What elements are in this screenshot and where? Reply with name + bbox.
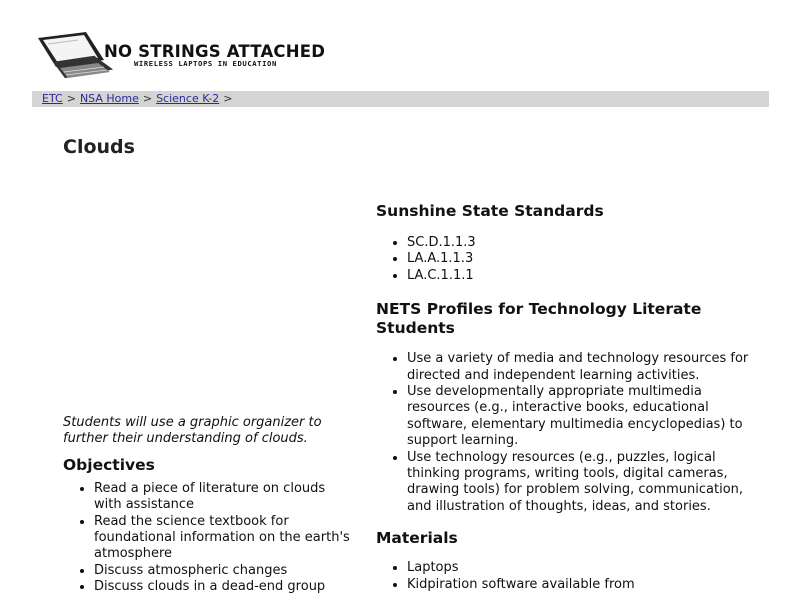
- breadcrumb: [32, 91, 769, 107]
- breadcrumb-link-nsa-home[interactable]: NSA Home: [79, 92, 139, 105]
- site-title: NO STRINGS ATTACHED: [104, 42, 326, 61]
- standards-list: [376, 235, 756, 284]
- material-item: • Laptops: [407, 560, 756, 576]
- objectives-list: [63, 481, 353, 596]
- nets-item: • Use technology resources (e.g., puzzles, logical thinking programs, writing tools, digital cameras, drawing tools) for problem solving, communication, and illustration of thoughts, ideas, and stories.: [407, 450, 756, 516]
- breadcrumb-separator: >: [66, 92, 76, 105]
- objective-item: • Read a piece of literature on clouds with assistance: [94, 481, 353, 514]
- nets-heading: NETS Profiles for Technology Literate Students: [376, 300, 702, 338]
- nets-item: • Use developmentally appropriate multimedia resources (e.g., interactive books, educational software, elementary multimedia encyclopedias) to support learning.: [407, 384, 756, 450]
- lesson-sidebar-column: [376, 202, 756, 593]
- breadcrumb-separator: >: [142, 92, 153, 105]
- material-item: • Kidpiration software available from: [407, 577, 756, 593]
- objective-item: • Discuss clouds in a dead-end group: [94, 579, 353, 595]
- breadcrumb-separator: >: [223, 92, 233, 105]
- breadcrumb-link-science-k2[interactable]: Science K-2: [156, 92, 220, 105]
- laptop-icon: [34, 30, 114, 90]
- lesson-summary: Students will use a graphic organizer to further their understanding of clouds.: [63, 415, 322, 447]
- objective-item: • Read the science textbook for foundational information on the earth's atmosphere: [94, 514, 353, 563]
- standards-heading: Sunshine State Standards: [376, 202, 604, 220]
- standard-item: • LA.A.1.1.3: [407, 251, 756, 267]
- nets-list: [376, 351, 756, 515]
- materials-heading: Materials: [376, 529, 458, 548]
- site-tagline: WIRELESS LAPTOPS IN EDUCATION: [134, 59, 277, 68]
- page-title: Clouds: [63, 136, 135, 158]
- breadcrumb-link-etc[interactable]: ETC: [42, 92, 63, 105]
- materials-list: [376, 560, 756, 593]
- standard-item: • LA.C.1.1.1: [407, 268, 756, 284]
- lesson-main-column: [63, 415, 353, 596]
- objectives-heading: Objectives: [63, 455, 155, 474]
- objective-item: • Discuss atmospheric changes: [94, 563, 353, 579]
- standard-item: • SC.D.1.1.3: [407, 235, 756, 251]
- nets-item: • Use a variety of media and technology resources for directed and independent learning activities.: [407, 351, 756, 384]
